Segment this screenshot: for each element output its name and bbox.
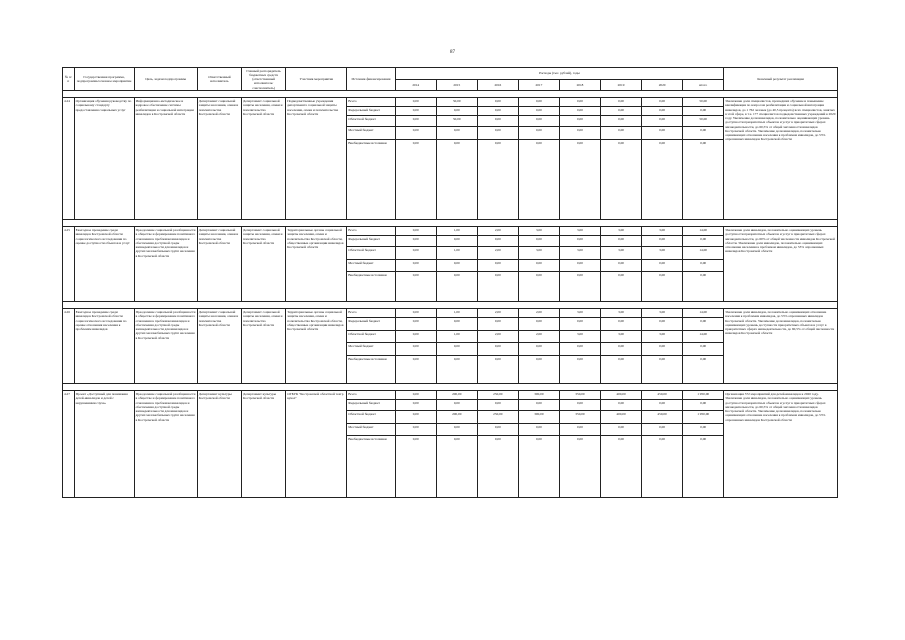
expense-value: 2,00: [477, 247, 518, 260]
row-result: Увеличение доли инвалидов, положительно оценивающих отношение населения к проблемам инвалидов, до 53% опрошенных инвалидов Костромской области. Увеличение доли инвалидов, положительно оценивающих уровень доступности приоритетных объектов и услуг в приоритетных сферах жизнедеятельности, до 60,5% от общей численности инвалидов Костромской области: [724, 309, 838, 384]
expense-value: 0,00: [642, 356, 683, 384]
spacer-cell: [63, 302, 838, 309]
expense-value: 0,00: [642, 272, 683, 302]
expense-value: 0,00: [601, 436, 642, 498]
expense-value: 1,00: [436, 227, 477, 236]
expense-value: 0,00: [395, 107, 436, 116]
expense-value: 0,00: [395, 116, 436, 127]
row-administrator: Департамент культуры Костромской области: [241, 391, 285, 498]
header-num: № п/п: [63, 68, 75, 91]
row-result: Организация 372 мероприятий для детей-инвалидов к 2020 году. Увеличение доли инвалидов, положительно оценивающих уровень доступности приоритетных объектов и услуг в приоритетных сферах жизнедеятельности, до 60,5% от общей численности инвалидов Костромской области. Увеличение доли инвалидов, положительно оценивающих отношение населения к проблемам инвалидов, до 53% опрошенных инвалидов Костромской области: [724, 391, 838, 498]
expense-value: 0,00: [518, 107, 559, 116]
expense-value: 0,00: [477, 260, 518, 272]
table-row: [63, 391, 838, 400]
expense-value: 0,00: [642, 98, 683, 107]
header-year: 2014: [395, 79, 436, 91]
expense-value: 0,00: [683, 127, 724, 140]
header-year: 2016: [477, 79, 518, 91]
expense-value: 0,00: [601, 116, 642, 127]
expense-value: 0,00: [518, 260, 559, 272]
expense-value: 14,00: [683, 331, 724, 343]
spacer-cell: [63, 220, 838, 227]
expense-value: 0,00: [559, 127, 600, 140]
expense-value: 0,00: [518, 272, 559, 302]
expense-value: 300,00: [518, 391, 559, 400]
expense-value: 0,00: [559, 343, 600, 356]
program-table: [62, 67, 838, 498]
expense-value: 0,00: [642, 436, 683, 498]
expense-value: 0,00: [477, 272, 518, 302]
expense-value: 0,00: [436, 424, 477, 436]
expense-value: 0,00: [518, 140, 559, 220]
expense-value: 0,00: [683, 436, 724, 498]
expense-value: 14,00: [683, 247, 724, 260]
expense-value: 0,00: [601, 424, 642, 436]
expense-value: 0,00: [436, 127, 477, 140]
expense-value: 0,00: [559, 424, 600, 436]
expense-value: 450,00: [642, 411, 683, 424]
expense-value: 0,00: [436, 140, 477, 220]
expense-value: 200,00: [436, 411, 477, 424]
expense-value: 0,00: [683, 356, 724, 384]
expense-value: 0,00: [477, 436, 518, 498]
expense-value: 2,00: [518, 331, 559, 343]
expense-value: 0,00: [477, 116, 518, 127]
expense-value: 0,00: [518, 318, 559, 331]
expense-value: 0,00: [683, 343, 724, 356]
expense-value: 350,00: [559, 411, 600, 424]
row-program: Проект «Доступный для понимания детей-инвалидов и детей с нарушениями слуха»: [74, 391, 134, 498]
expense-value: 0,00: [601, 236, 642, 247]
expense-value: 0,00: [559, 236, 600, 247]
expense-value: 400,00: [601, 391, 642, 400]
expense-value: 1,00: [436, 331, 477, 343]
expense-value: 0,00: [518, 356, 559, 384]
expense-value: 3,00: [601, 247, 642, 260]
expense-value: 0,00: [395, 140, 436, 220]
expense-value: 0,00: [559, 98, 600, 107]
expense-value: 0,00: [395, 236, 436, 247]
source-name: Внебюджетные источники: [347, 140, 395, 220]
expense-value: 0,00: [395, 331, 436, 343]
table-row: [63, 227, 838, 236]
expense-value: 0,00: [559, 107, 600, 116]
header-goal: Цель, задачи подпрограммы: [134, 68, 197, 91]
row-participants: Подведомственные учреждения департамента социальной защиты населения, опеки и попечительства Костромской области: [286, 98, 347, 220]
expense-value: 200,00: [436, 391, 477, 400]
expense-value: 3,00: [642, 227, 683, 236]
row-number: 4.25: [63, 227, 75, 302]
expense-value: 0,00: [642, 127, 683, 140]
expense-value: 0,00: [601, 127, 642, 140]
source-name: Всего: [347, 391, 395, 400]
expense-value: 0,00: [642, 260, 683, 272]
header-year: 2018: [559, 79, 600, 91]
source-name: Областной бюджет: [347, 116, 395, 127]
row-administrator: Департамент социальной защиты населения, опеки и попечительства Костромской области: [241, 309, 285, 384]
expense-value: 250,00: [477, 391, 518, 400]
expense-value: 0,00: [601, 343, 642, 356]
row-result: Увеличение доли инвалидов, положительно оценивающих уровень доступности приоритетных объектов и услуг в приоритетных сферах жизнедеятельности, до 60% от общей численности инвалидов Костромской области. Увеличение доли инвалидов, положительно оценивающих отношение населения к проблемам инвалидов, до 53% опрошенных инвалидов Костромской области: [724, 227, 838, 302]
expense-value: 0,00: [436, 272, 477, 302]
expense-value: 400,00: [601, 411, 642, 424]
source-name: Местный бюджет: [347, 343, 395, 356]
expense-value: 0,00: [395, 436, 436, 498]
expense-value: 0,00: [642, 140, 683, 220]
source-name: Местный бюджет: [347, 424, 395, 436]
header-year: 2015: [436, 79, 477, 91]
header-year: 2019: [601, 79, 642, 91]
source-name: Всего: [347, 98, 395, 107]
expense-value: 0,00: [395, 98, 436, 107]
expense-value: 0,00: [601, 400, 642, 411]
source-name: Федеральный бюджет: [347, 318, 395, 331]
source-name: Внебюджетные источники: [347, 272, 395, 302]
expense-value: 0,00: [683, 236, 724, 247]
source-name: Федеральный бюджет: [347, 107, 395, 116]
expense-value: 0,00: [477, 127, 518, 140]
row-number: 4.24: [63, 98, 75, 220]
expense-value: 0,00: [683, 140, 724, 220]
expense-value: 0,00: [642, 424, 683, 436]
expense-value: 0,00: [518, 236, 559, 247]
row-responsible: Департамент социальной защиты населения, опеки и попечительства Костромской области: [197, 309, 241, 384]
spacer-row: [63, 302, 838, 309]
table-row: [63, 98, 838, 107]
source-name: Местный бюджет: [347, 127, 395, 140]
expense-value: 0,00: [477, 343, 518, 356]
source-name: Областной бюджет: [347, 331, 395, 343]
expense-value: 0,00: [436, 107, 477, 116]
header-administrator: Главный распорядитель бюджетных средств (ответственный исполнитель/соисполнитель): [241, 68, 285, 91]
expense-value: 0,00: [436, 343, 477, 356]
expense-value: 0,00: [436, 356, 477, 384]
expense-value: 0,00: [559, 272, 600, 302]
page-number: 87: [450, 50, 455, 55]
expense-value: 0,00: [601, 98, 642, 107]
expense-value: 0,00: [559, 140, 600, 220]
expense-value: 2,00: [477, 309, 518, 318]
expense-value: 0,00: [436, 236, 477, 247]
expense-value: 0,00: [395, 127, 436, 140]
expense-value: 0,00: [601, 260, 642, 272]
expense-value: 0,00: [518, 116, 559, 127]
expense-value: 0,00: [518, 343, 559, 356]
expense-value: 2,00: [477, 331, 518, 343]
expense-value: 0,00: [395, 247, 436, 260]
expense-value: 0,00: [477, 356, 518, 384]
expense-value: 0,00: [436, 400, 477, 411]
expense-value: 0,00: [601, 318, 642, 331]
expense-value: 3,00: [642, 331, 683, 343]
row-participants: ОГБУК "Костромской областной театр кукол": [286, 391, 347, 498]
row-program: Ежегодное проведение среди инвалидов Костромской области социологического исследования по оценке отношения населения к проблемам инвалидов: [74, 309, 134, 384]
expense-value: 0,00: [395, 343, 436, 356]
row-goal: Преодоление социальной разобщенности в обществе и формирование позитивного отношения к проблемам инвалидов и обеспечения доступной среды жизнедеятельности для инвалидов и других маломобильных групп населения в Костромской области: [134, 227, 197, 302]
source-name: Внебюджетные источники: [347, 436, 395, 498]
row-administrator: Департамент социальной защиты населения, опеки и попечительства Костромской области: [241, 227, 285, 302]
expense-value: 300,00: [518, 411, 559, 424]
expense-value: 0,00: [683, 107, 724, 116]
expense-value: 0,00: [601, 356, 642, 384]
expense-value: 14,00: [683, 309, 724, 318]
header-spacer-row: [63, 91, 838, 98]
header-source: Источник финансирования: [347, 68, 395, 91]
source-name: Внебюджетные источники: [347, 356, 395, 384]
expense-value: 0,00: [683, 272, 724, 302]
expense-value: 0,00: [601, 272, 642, 302]
row-responsible: Департамент культуры Костромской области: [197, 391, 241, 498]
expense-value: 0,00: [559, 436, 600, 498]
expense-value: 2,00: [477, 227, 518, 236]
source-name: Областной бюджет: [347, 411, 395, 424]
header-program: Государственная программа, подпрограмма/основное мероприятие: [74, 68, 134, 91]
expense-value: 3,00: [559, 331, 600, 343]
expense-value: 0,00: [395, 391, 436, 400]
expense-value: 0,00: [683, 424, 724, 436]
row-participants: Территориальные органы социальной защиты населения, опеки и попечительства Костромской области, общественные организации инвалидов Костромской области: [286, 227, 347, 302]
spacer-row: [63, 384, 838, 391]
expense-value: 0,00: [518, 436, 559, 498]
header-year: 2017: [518, 79, 559, 91]
expense-value: 50,00: [683, 98, 724, 107]
expense-value: 14,00: [683, 227, 724, 236]
expense-value: 3,00: [518, 247, 559, 260]
expense-value: 450,00: [642, 391, 683, 400]
expense-value: 250,00: [477, 411, 518, 424]
table-body: [63, 98, 838, 498]
expense-value: 3,00: [518, 227, 559, 236]
row-program: Ежегодное проведение среди инвалидов Костромской области социологического исследования по оценке доступности объектов и услуг: [74, 227, 134, 302]
expense-value: 3,00: [642, 247, 683, 260]
row-responsible: Департамент социальной защиты населения, опеки и попечительства Костромской области: [197, 227, 241, 302]
expense-value: 0,00: [477, 318, 518, 331]
expense-value: 1 950,00: [683, 411, 724, 424]
expense-value: 0,00: [477, 107, 518, 116]
expense-value: 0,00: [518, 127, 559, 140]
header-result: Конечный результат реализации: [724, 68, 838, 91]
row-number: 4.26: [63, 309, 75, 384]
expense-value: 3,00: [642, 309, 683, 318]
row-responsible: Департамент социальной защиты населения, опеки и попечительства Костромской области: [197, 98, 241, 220]
expense-value: 0,00: [642, 343, 683, 356]
row-program: Организация обучения руководству по социальному стандарту предоставления социальных услуг: [74, 98, 134, 220]
expense-value: 0,00: [436, 318, 477, 331]
expense-value: 0,00: [642, 318, 683, 331]
expense-value: 3,00: [559, 247, 600, 260]
expense-value: 50,00: [683, 116, 724, 127]
expense-value: 0,00: [477, 236, 518, 247]
row-goal: Преодоление социальной разобщенности в обществе и формирование позитивного отношения к проблемам инвалидов и обеспечения доступной среды жизнедеятельности для инвалидов и других маломобильных групп населения в Костромской области: [134, 309, 197, 384]
expense-value: 0,00: [395, 411, 436, 424]
expense-value: 0,00: [683, 260, 724, 272]
expense-value: 0,00: [601, 140, 642, 220]
expense-value: 0,00: [642, 236, 683, 247]
expense-value: 0,00: [642, 400, 683, 411]
expense-value: 0,00: [683, 400, 724, 411]
expense-value: 350,00: [559, 391, 600, 400]
spacer-cell: [63, 384, 838, 391]
expense-value: 0,00: [683, 318, 724, 331]
expense-value: 3,00: [601, 331, 642, 343]
source-name: Всего: [347, 227, 395, 236]
expense-value: 3,00: [601, 309, 642, 318]
row-result: Увеличение доли специалистов, прошедших обучение и повышение квалификации по вопросам реабилитации и социальной интеграции инвалидов, до 1 762 человек (до 40,5 процента) всех специалистов, занятых в этой сфере, в т.ч. 177 специалистов подведомственных учреждений к 2020 году. Увеличение доли инвалидов, положительно оценивающих уровень доступности приоритетных объектов и услуг в приоритетных сферах жизнедеятельности, до 60,5% от общей численности инвалидов Костромской области. Увеличение доли инвалидов, положительно оценивающих отношение населения к проблемам инвалидов, до 53% опрошенных инвалидов Костромской области: [724, 98, 838, 220]
expense-value: 0,00: [518, 98, 559, 107]
expense-value: 1,00: [436, 309, 477, 318]
expense-value: 0,00: [559, 260, 600, 272]
table-row: [63, 309, 838, 318]
row-goal: Преодоление социальной разобщенности в обществе и формирование позитивного отношения к проблемам инвалидов и обеспечения доступной среды жизнедеятельности для инвалидов и других маломобильных групп населения в Костромской области: [134, 391, 197, 498]
expense-value: 0,00: [559, 116, 600, 127]
expense-value: 0,00: [642, 116, 683, 127]
header-year: 2020: [642, 79, 683, 91]
expense-value: 1,00: [436, 247, 477, 260]
header-expenses: Расходы (тыс. рублей), годы: [395, 68, 724, 80]
header-responsible: Ответственный исполнитель: [197, 68, 241, 91]
header-participants: Участник мероприятия: [286, 68, 347, 91]
expense-value: 0,00: [395, 400, 436, 411]
expense-value: 0,00: [395, 424, 436, 436]
expense-value: 0,00: [477, 400, 518, 411]
expense-value: 0,00: [518, 400, 559, 411]
expense-value: 0,00: [559, 400, 600, 411]
header-year: итого: [683, 79, 724, 91]
expense-value: 1 950,00: [683, 391, 724, 400]
expense-value: 3,00: [559, 227, 600, 236]
expense-value: 2,00: [518, 309, 559, 318]
row-number: 4.27: [63, 391, 75, 498]
expense-value: 0,00: [436, 436, 477, 498]
row-participants: Территориальные органы социальной защиты населения, опеки и попечительства Костромской области, общественные организации инвалидов Костромской области: [286, 309, 347, 384]
expense-value: 3,00: [559, 309, 600, 318]
spacer-row: [63, 220, 838, 227]
source-name: Местный бюджет: [347, 260, 395, 272]
source-name: Областной бюджет: [347, 247, 395, 260]
expense-value: 0,00: [395, 272, 436, 302]
expense-value: 50,00: [436, 116, 477, 127]
expense-value: 0,00: [518, 424, 559, 436]
expense-value: 0,00: [559, 318, 600, 331]
expense-value: 0,00: [395, 309, 436, 318]
expense-value: 50,00: [436, 98, 477, 107]
expense-value: 0,00: [395, 227, 436, 236]
expense-value: 0,00: [642, 107, 683, 116]
source-name: Федеральный бюджет: [347, 400, 395, 411]
row-administrator: Департамент социальной защиты населения, опеки и попечительства Костромской области: [241, 98, 285, 220]
source-name: Федеральный бюджет: [347, 236, 395, 247]
expense-value: 3,00: [601, 227, 642, 236]
spacer-cell: [63, 91, 838, 98]
expense-value: 0,00: [436, 260, 477, 272]
source-name: Всего: [347, 309, 395, 318]
expense-value: 0,00: [395, 356, 436, 384]
header-row: [63, 68, 838, 80]
expense-value: 0,00: [559, 356, 600, 384]
expense-value: 0,00: [395, 260, 436, 272]
expense-value: 0,00: [395, 318, 436, 331]
expense-value: 0,00: [477, 424, 518, 436]
row-goal: Информационно-методическое и кадровое обеспечение системы реабилитации и социальной интеграции инвалидов в Костромской области: [134, 98, 197, 220]
expense-value: 0,00: [601, 107, 642, 116]
expense-value: 0,00: [477, 98, 518, 107]
expense-value: 0,00: [477, 140, 518, 220]
